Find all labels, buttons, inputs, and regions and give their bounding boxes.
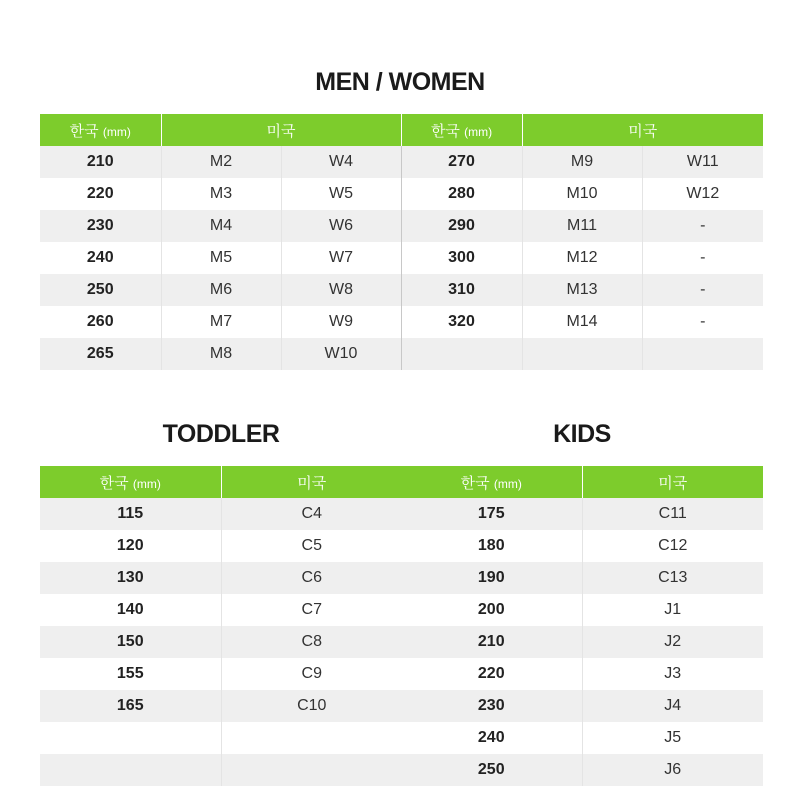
us-men-size-cell: M14 [522,306,642,338]
korea-size-cell: 140 [40,594,221,626]
us-women-size-cell: W4 [281,146,401,178]
usa-header: 미국 [522,114,763,146]
korea-size-cell: 190 [401,562,582,594]
us-men-size-cell: M8 [161,338,281,370]
us-size-cell: C10 [221,690,402,722]
table-header-row [401,466,763,498]
korea-mm-header: 한국 (mm) [40,114,161,146]
us-size-cell: C9 [221,658,402,690]
korea-mm-header: 한국 (mm) [401,466,582,498]
us-women-size-cell: W7 [281,242,401,274]
korea-size-cell: 210 [40,146,161,178]
korea-size-cell: 115 [40,498,221,530]
us-women-size-cell: W9 [281,306,401,338]
korea-size-cell: 260 [40,306,161,338]
korea-size-cell: 210 [401,626,582,658]
korea-size-cell: 230 [40,210,161,242]
korea-size-cell [40,722,221,754]
us-size-cell: J4 [582,690,763,722]
table-row [401,530,763,562]
korea-size-cell: 200 [401,594,582,626]
men-women-title: MEN / WOMEN [315,68,485,96]
us-size-cell: C5 [221,530,402,562]
us-size-cell: C13 [582,562,763,594]
table-row [40,530,402,562]
us-size-cell: J1 [582,594,763,626]
us-size-cell [221,754,402,786]
korea-size-cell: 150 [40,626,221,658]
us-men-size-cell: M7 [161,306,281,338]
korea-size-cell: 230 [401,690,582,722]
korea-size-cell: 265 [40,338,161,370]
table-row [40,626,402,658]
table-row [40,306,763,338]
table-row [40,210,763,242]
table-header-row [40,466,402,498]
table-row [401,690,763,722]
us-size-cell: C11 [582,498,763,530]
us-men-size-cell: M5 [161,242,281,274]
us-size-cell: C7 [221,594,402,626]
toddler-title: TODDLER [162,420,280,448]
us-women-size-cell: W6 [281,210,401,242]
us-size-cell: C6 [221,562,402,594]
table-row [40,562,402,594]
table-row [40,274,763,306]
us-women-size-cell: - [642,210,763,242]
korea-size-cell: 175 [401,498,582,530]
korea-size-cell: 300 [401,242,522,274]
korea-size-cell: 250 [40,274,161,306]
us-men-size-cell: M11 [522,210,642,242]
korea-size-cell: 130 [40,562,221,594]
us-size-cell [221,722,402,754]
korea-size-cell: 280 [401,178,522,210]
korea-mm-header: 한국 (mm) [401,114,522,146]
us-size-cell: C8 [221,626,402,658]
usa-header: 미국 [221,466,402,498]
us-men-size-cell: M2 [161,146,281,178]
us-women-size-cell: - [642,306,763,338]
table-row [40,722,402,754]
korea-size-cell: 290 [401,210,522,242]
us-men-size-cell: M9 [522,146,642,178]
us-size-cell: C12 [582,530,763,562]
kids-size-table [401,466,763,786]
table-row [401,562,763,594]
us-men-size-cell: M3 [161,178,281,210]
usa-header: 미국 [582,466,763,498]
korea-size-cell: 240 [401,722,582,754]
us-size-cell: J6 [582,754,763,786]
us-men-size-cell: M10 [522,178,642,210]
korea-mm-header: 한국 (mm) [40,466,221,498]
us-women-size-cell: W11 [642,146,763,178]
table-row [40,754,402,786]
kids-title: KIDS [553,420,611,448]
us-women-size-cell: - [642,242,763,274]
toddler-size-table [40,466,402,786]
table-row [401,754,763,786]
korea-size-cell: 320 [401,306,522,338]
us-men-size-cell: M12 [522,242,642,274]
table-row [40,658,402,690]
table-row [401,498,763,530]
korea-size-cell: 165 [40,690,221,722]
table-row [40,178,763,210]
men-women-size-table [40,114,763,370]
us-women-size-cell: W5 [281,178,401,210]
korea-size-cell: 250 [401,754,582,786]
korea-size-cell [401,338,522,370]
korea-size-cell: 220 [401,658,582,690]
us-women-size-cell [642,338,763,370]
us-size-cell: J3 [582,658,763,690]
table-row [401,626,763,658]
us-men-size-cell: M4 [161,210,281,242]
korea-size-cell: 240 [40,242,161,274]
us-size-cell: C4 [221,498,402,530]
table-row [40,338,763,370]
us-size-cell: J2 [582,626,763,658]
table-row [40,498,402,530]
us-women-size-cell: W10 [281,338,401,370]
table-row [40,146,763,178]
korea-size-cell: 310 [401,274,522,306]
korea-size-cell [40,754,221,786]
table-row [401,722,763,754]
korea-size-cell: 270 [401,146,522,178]
table-row [40,594,402,626]
us-women-size-cell: W12 [642,178,763,210]
us-size-cell: J5 [582,722,763,754]
korea-size-cell: 155 [40,658,221,690]
us-men-size-cell [522,338,642,370]
table-row [401,594,763,626]
us-women-size-cell: - [642,274,763,306]
table-row [40,242,763,274]
us-men-size-cell: M13 [522,274,642,306]
us-women-size-cell: W8 [281,274,401,306]
us-men-size-cell: M6 [161,274,281,306]
table-header-row [40,114,763,146]
table-row [40,690,402,722]
table-row [401,658,763,690]
korea-size-cell: 180 [401,530,582,562]
korea-size-cell: 220 [40,178,161,210]
usa-header: 미국 [161,114,401,146]
korea-size-cell: 120 [40,530,221,562]
